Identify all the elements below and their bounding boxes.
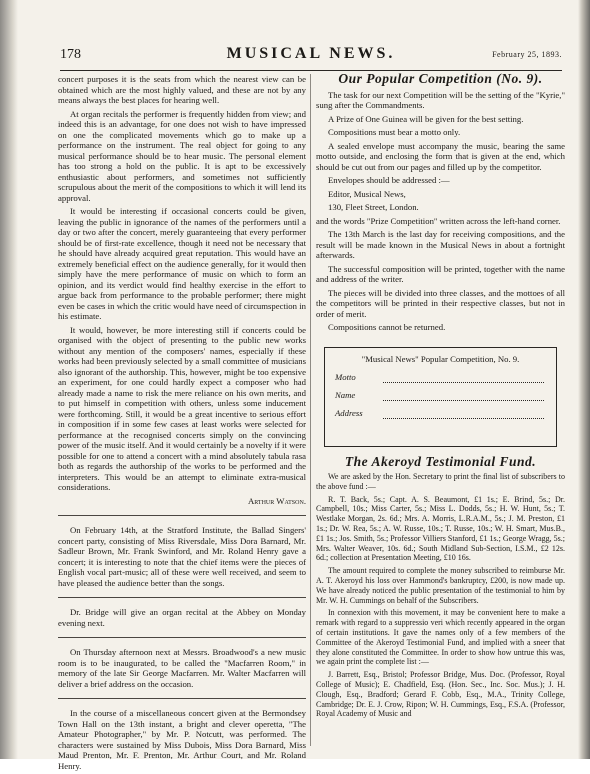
competition-paragraph: The task for our next Competition will be the setting of the "Kyrie," sung after the Commandments. (316, 89, 565, 110)
editor-line: Editor, Musical News, (328, 188, 406, 199)
motto-label: Motto (335, 372, 356, 382)
section-separator (58, 698, 306, 699)
news-item: In the course of a miscellaneous concert given at the Bermondsey Town Hall on the 13th instant, a bright and clever operetta, "The Amateur Photographer," by Mr. P. Notcutt, was performed. The characters were sustained by Miss Dubois, Miss Dora Barnard, Miss Maud Prenton, Mr. F. Prenton, Mr. Arthur Court, and Mr. Roland Henry. (58, 708, 306, 771)
section-separator (58, 515, 306, 516)
author-signature: Arthur Watson. (248, 495, 306, 506)
article-paragraph: It would be interesting if occasional concerts could be given, leaving the public in ignorance of the names of the performers until a day or two after the concert, merely guaranteeing that every performer should be of first-rate excellence, though it need not be necessary that he should have already acquired great reputation. This would have an extremely beneficial effect on the audience generally, for it would then simply have the mere performance of music on which to form an opinion, and its verdict would find healthy exercise in the effort to argue back from performance to the probable performer; there might even be cases in which the critic would have need of circumspection in his estimate. (58, 206, 306, 321)
page-header (60, 44, 562, 68)
testimonial-paragraph: In connexion with this movement, it may be convenient here to make a remark with regard to a suppressio veri which recently appeared in the organ of certain institutions. It gave the names only of a few members of the Committee of the Akeroyd Testimonial Fund, and implied with a sneer that they alone constituted the Committee. In order to show how untrue this was, we again print the complete list :— (316, 608, 565, 667)
address-label: Address (335, 408, 363, 418)
competition-paragraph: The 13th March is the last day for receiving compositions, and the result will be made known in the Musical News in about a fortnight afterwards. (316, 229, 565, 260)
column-divider (310, 74, 311, 746)
competition-paragraph: Envelopes should be addressed :— (328, 175, 450, 185)
testimonial-paragraph: The amount required to complete the money subscribed to reimburse Mr. A. T. Akeroyd his loss over Hammond's bankruptcy, £200, is now made up. We have already noticed the public presentation of the testimonial to him by Mr. W. H. Cummings on behalf of the Subscribers. (316, 566, 565, 605)
competition-paragraph: The successful composition will be printed, together with the name and address of the writer. (316, 263, 565, 284)
name-field[interactable] (335, 390, 546, 404)
address-field[interactable] (335, 408, 546, 422)
competition-paragraph: Compositions must bear a motto only. (328, 127, 461, 137)
news-item: On February 14th, at the Stratford Institute, the Ballad Singers' concert party, consisting of Miss Riversdale, Miss Dora Barnard, Mr. Sadleur Brown, Mr. Frank Swinford, and Mr. Roland Henry gave a concert; it is interesting to note that the chief items were the pieces of English vocal part-music; all of these were well received, and seem to have pleased the audience better than the songs. (58, 525, 306, 588)
form-title: "Musical News" Popular Competition, No. 9. (361, 353, 520, 364)
news-item: On Thursday afternoon next at Messrs. Broadwood's a new music room is to be inaugurated, to be called the "Macfarren Room," in memory of the late Sir George Macfarren. Mr. Walter Macfarren will deliver a brief address on the occasion. (58, 647, 306, 689)
section-separator (58, 637, 306, 638)
committee-list: J. Barrett, Esq., Bristol; Professor Bridge, Mus. Doc. (Professor, Royal College of Music); E. Chadfield, Esq. (Hon. Sec., Inc. Soc. Mus.); J. H. Clough, Esq., Bradford; Gerard F. Cobb, Esq., M.A., Trinity College, Cambridge; Dr. E. J. Crow, Ripon; W. H. Cummings, Esq., F.S.A. (Professor, Royal Academy of Music and (316, 670, 565, 719)
article-paragraph: It would, however, be more interesting still if concerts could be organised with the object of presenting to the public new works without any mention of the composers' names, especially if these works had been previously selected by a small committee of musicians also ignorant of the authorship. This, however, might be too expensive an experiment, for one could hardly expect a composer who had already made a name to risk the mere reliance on his own merits, and to put himself in competition with others, unless some inducement were forthcoming. Still, it would be a great incentive to serious effort in composition if in some few cases at least works were selected for performance at the recognised concerts simply on the convincing power of the music itself. And it would certainly be a novelty if it were possible for one to attend a concert with a mind absolutely tabula rasa both as regards the authorship of the works to be performed and the interpreters. This would be an attempt to eliminate extra-musical considerations. (58, 324, 306, 492)
competition-paragraph: Compositions cannot be returned. (328, 322, 446, 332)
section-separator (58, 597, 306, 598)
competition-heading: Our Popular Competition (No. 9). (338, 71, 543, 86)
subscriber-list: R. T. Back, 5s.; Capt. A. S. Beaumont, £1 1s.; E. Brind, 5s.; Dr. Campbell, 10s.; Miss Carter, 5s.; Miss L. Dodds, 5s.; H. W. Hunt, 5s.; T. Westlake Morgan, 2s. 6d.; Mrs. A. Morris, L.R.A.M., 5s.; J. M. Preston, £1 1s.; Dr. W. Rea, 5s.; A. W. Russe, 10s.; T. Russe, 10s.; W. H. Smart, Mus.B., £1 1s.; Jos. Smith, 5s.; Professor Villiers Stanford, £1 1s.; George Wragg, 5s.; Mrs. Walter Weaver, 10s. 6d.; South Midland Sub-Section, I.S.M., £2 12s. 6d.; collection at Presentation Meeting, £10 16s. (316, 494, 565, 563)
news-item: Dr. Bridge will give an organ recital at the Abbey on Monday evening next. (58, 607, 306, 628)
testimonial-heading: The Akeroyd Testimonial Fund. (344, 453, 537, 469)
right-column (316, 71, 565, 722)
competition-paragraph: A sealed envelope must accompany the music, bearing the same motto outside, and enclosing the form that is given at the end, which should be cut out from our pages and filled up by the competitor. (316, 140, 565, 172)
name-label: Name (335, 390, 356, 400)
competition-paragraph: The pieces will be divided into three classes, and the mottoes of all the competitors will be printed in their respective classes, but not in order of merit. (316, 287, 565, 319)
motto-field[interactable] (335, 372, 546, 386)
article-paragraph: At organ recitals the performer is frequently hidden from view; and indeed this is an advantage, for one does not wish to have impressed on one the complicated movements which go to make up a performance on the instrument. The real object for going to any musical performance should be to hear music. The personal element has too strong a hold on the public. It is apt to be excessively enthusiastic about performers, and sometimes not sufficiently scrupulous about the merit of the compositions to which it will lend its approval. (58, 108, 306, 203)
competition-paragraph: A Prize of One Guinea will be given for the best setting. (328, 113, 524, 124)
page-number: 178 (60, 47, 81, 62)
testimonial-paragraph: We are asked by the Hon. Secretary to print the final list of subscribers to the above fund :— (316, 472, 565, 491)
article-paragraph: concert purposes it is the seats from which the nearest view can be obtained which are the most highly valued, and these are not by any means always the best places for hearing well. (58, 74, 306, 105)
left-column (58, 74, 306, 774)
competition-entry-form (324, 347, 557, 447)
masthead-title: MUSICAL NEWS. (226, 45, 396, 62)
competition-paragraph: and the words "Prize Competition" written across the left-hand corner. (316, 215, 561, 226)
issue-date: February 25, 1893. (492, 50, 562, 59)
address-line: 130, Fleet Street, London. (328, 202, 419, 212)
